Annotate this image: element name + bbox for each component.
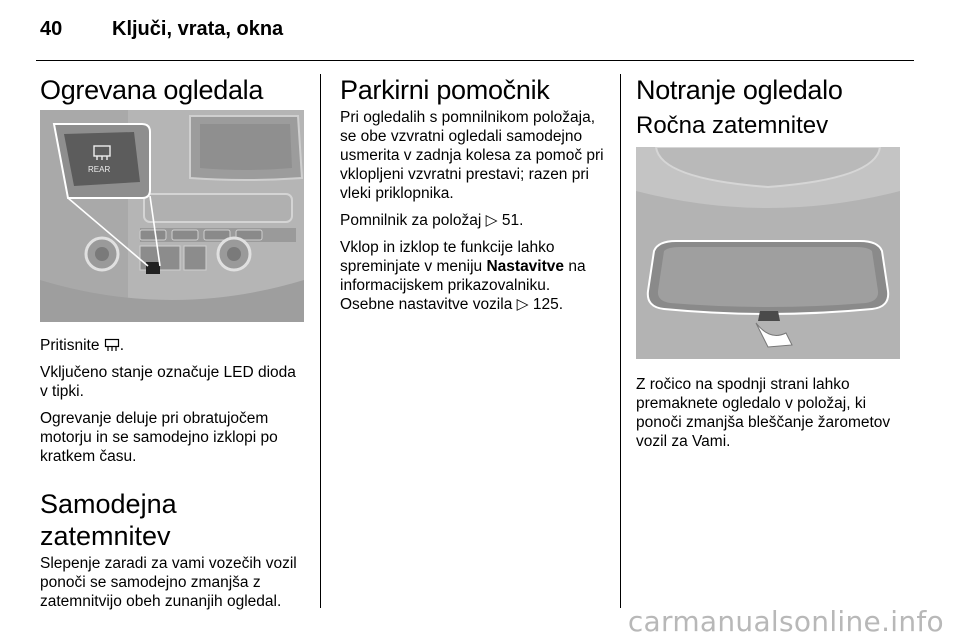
column-divider bbox=[620, 74, 621, 608]
section-title-manual-dimming: Ročna zatemnitev bbox=[636, 112, 829, 139]
rear-heater-icon bbox=[104, 338, 120, 352]
paragraph-auto-dimming: Slepenje zaradi za vami vozečih vozil ponoči se samodejno zmanjša z zatemnitvijo obeh zunanjih ogledal. bbox=[40, 555, 297, 610]
column-parking-assist bbox=[340, 74, 608, 314]
settings-menu-name: Nastavitve bbox=[486, 258, 565, 275]
header-rule bbox=[36, 60, 914, 61]
paragraph-memory-ref bbox=[340, 211, 608, 230]
paragraph-settings bbox=[340, 238, 608, 314]
dashboard-illustration bbox=[40, 110, 304, 322]
paragraph-press-button bbox=[40, 336, 306, 355]
mirror-illustration bbox=[636, 147, 900, 359]
personal-settings-text: Osebne nastavitve vozila bbox=[340, 296, 513, 313]
section-title-parking-assist: Parkirni pomočnik bbox=[340, 75, 550, 105]
paragraph-led: Vključeno stanje označuje LED dioda v tipki. bbox=[40, 364, 296, 400]
settings-text: Vklop in izklop te funkcije lahko spreminjate v meniju bbox=[340, 239, 555, 275]
button-label: REAR bbox=[88, 165, 111, 174]
memory-text: Pomnilnik za položaj bbox=[340, 212, 482, 229]
section-title-auto-dimming: Samodejna zatemnitev bbox=[40, 489, 177, 551]
memory-page-ref: 51. bbox=[501, 212, 524, 229]
cross-ref-icon: ▷ bbox=[516, 296, 529, 313]
section-title-heated-mirrors: Ogrevana ogledala bbox=[40, 75, 264, 105]
paragraph-manual-dimming: Z ročico na spodnji strani lahko premaknete ogledalo v položaj, ki ponoči zmanjša bleščanje žarometov vozil za Vami. bbox=[636, 376, 891, 450]
paragraph-memory-mirrors: Pri ogledalih s pomnilnikom položaja, se obe vzvratni ogledali samodejno usmerita v zadnja kolesa za pomoč pri vklopljeni vzvratni prestavi; razen pri vleki priklopnika. bbox=[340, 109, 604, 202]
paragraph-heating: Ogrevanje deluje pri obratujočem motorju in se samodejno izklopi po kratkem času. bbox=[40, 410, 278, 465]
press-suffix: . bbox=[119, 337, 125, 354]
column-heated-mirrors bbox=[40, 74, 306, 611]
watermark: carmanualsonline.info bbox=[627, 605, 944, 638]
chapter-title: Ključi, vrata, okna bbox=[112, 18, 284, 40]
page-header bbox=[40, 18, 283, 41]
column-divider bbox=[320, 74, 321, 608]
page-number: 40 bbox=[40, 18, 63, 40]
press-text: Pritisnite bbox=[40, 337, 100, 354]
column-interior-mirror bbox=[636, 74, 906, 451]
cross-ref-icon: ▷ bbox=[485, 212, 498, 229]
personal-settings-page-ref: 125. bbox=[532, 296, 564, 313]
section-title-interior-mirror: Notranje ogledalo bbox=[636, 75, 843, 105]
settings-text-b: na informacijskem prikazovalniku. bbox=[340, 258, 586, 294]
